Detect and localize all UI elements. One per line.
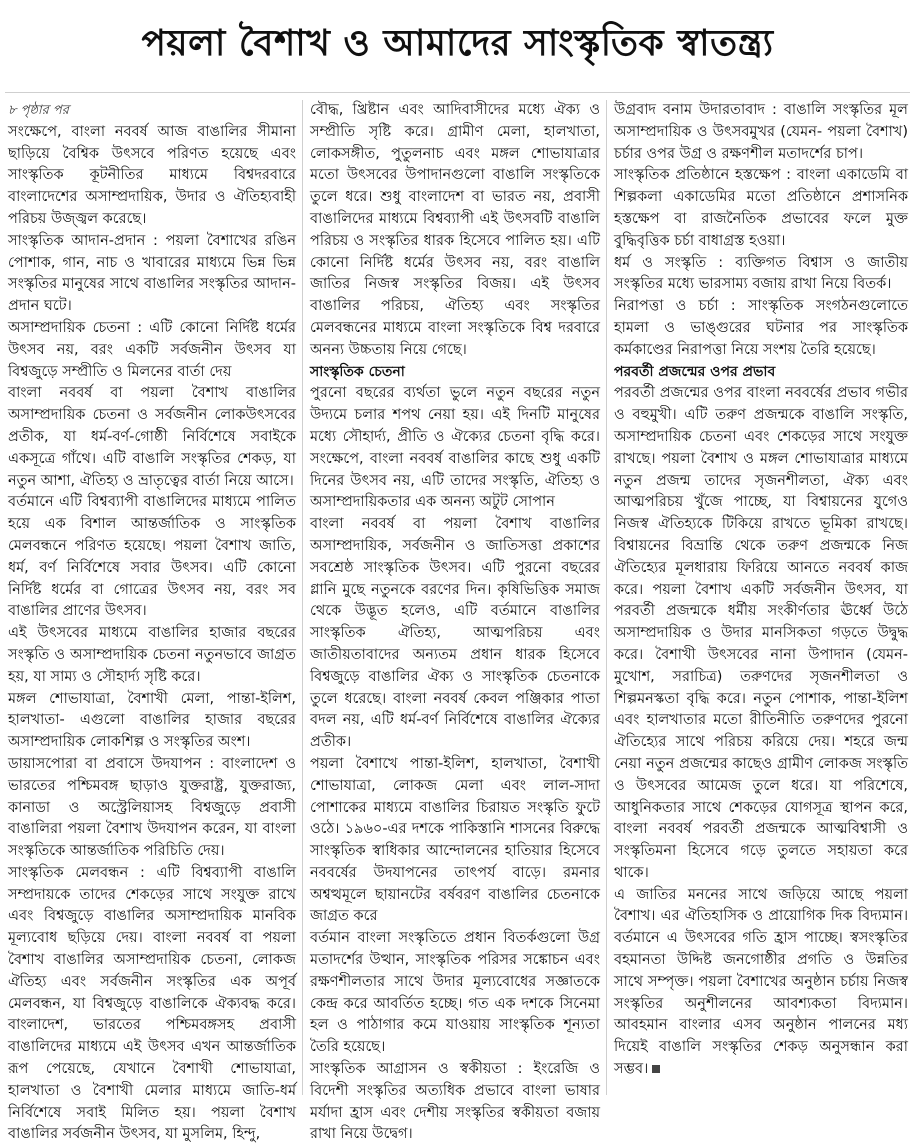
paragraph: বাংলা নববর্ষ বা পয়লা বৈশাখ বাঙালির অসাম্প্রদায়িক, সর্বজনীন ও জাতিসত্তা প্রকাশের সবশ্রেষ্ঠ সাংস্কৃতিক উৎসব। এটি পুরনো বছরের গ্লানি মুছে নতুনকে বরণের দিন। কৃষিভিত্তিক সমাজ থেকে উদ্ভূত হলেও, এটি বর্তমানে বাঙালির সাংস্কৃতিক ঐতিহ্য, আত্মপরিচয় এবং জাতীয়তাবাদের অন্যতম প্রধান ধারক হিসেবে বিশ্বজুড়ে বাঙালির ঐক্য ও সাংস্কৃতিক চেতনাকে তুলে ধরেছে। বাংলা নববর্ষ কেবল পঞ্জিকার পাতা বদল নয়, এটি ধর্ম-বর্ণ নির্বিশেষে বাঙালির ঐক্যের প্রতীক। (310, 516, 600, 751)
paragraph: বর্তমানে এটি বিশ্বব্যাপী বাঙালিদের মাধ্যমে পালিত হয়ে এক বিশাল আন্তর্জাতিক ও সাংস্কৃতিক মেলবন্ধনে পরিণত হয়েছে। পয়লা বৈশাখ জাতি, ধর্ম, বর্ণ নির্বিশেষে সবার উৎসব। এটি কোনো নির্দিষ্ট ধর্মের বা গোত্রের উৎসব নয়, বরং সব বাঙালির প্রাণের উৎসব। (8, 494, 296, 620)
article-column-1 (8, 100, 296, 1143)
section-subheading: সাংস্কৃতিক চেতনা (310, 363, 405, 380)
headline-banner (0, 0, 915, 92)
paragraph: মঙ্গল শোভাযাত্রা, বৈশাখী মেলা, পান্তা-ইলিশ, হালখাতা- এগুলো বাঙালির হাজার বছরের অসাম্প্রদায়িক লোকশিল্প ও সংস্কৃতির অংশ। (8, 690, 296, 751)
paragraph: সাংস্কৃতিক প্রতিষ্ঠানে হস্তক্ষেপ : বাংলা একাডেমি বা শিল্পকলা একাডেমির মতো প্রতিষ্ঠানে প্রশাসনিক হস্তক্ষেপ বা রাজনৈতিক প্রভাবের ফলে মুক্ত বুদ্ধিবৃত্তিক চর্চা বাধাগ্রস্ত হওয়া। (614, 167, 908, 249)
paragraph: বাংলা নববর্ষ বা পয়লা বৈশাখ বাঙালির অসাম্প্রদায়িক চেতনা ও সর্বজনীন লোকউৎসবের প্রতীক, যা ধর্ম-বর্ণ-গোষ্ঠী নির্বিশেষে সবাইকে একসূত্রে গাঁথে। এটি বাঙালি সংস্কৃতির শেকড়, যা নতুন আশা, ঐতিহ্য ও ভ্রাতৃত্বের বার্তা নিয়ে আসে। (8, 385, 296, 489)
paragraph: ডায়াসপোরা বা প্রবাসে উদযাপন : বাংলাদেশ ও ভারতের পশ্চিমবঙ্গ ছাড়াও যুক্তরাষ্ট্র, যুক্তরাজ্য, কানাডা ও অস্ট্রেলিয়াসহ বিশ্বজুড়ে প্রবাসী বাঙালিরা পয়লা বৈশাখ উদযাপন করেন, যা বাংলা সংস্কৃতিকে আন্তর্জাতিক পরিচিতি দেয়। (8, 755, 296, 860)
paragraph: বৌদ্ধ, খ্রিষ্টান এবং আদিবাসীদের মধ্যে ঐক্য ও সম্প্রীতি সৃষ্টি করে। গ্রামীণ মেলা, হালখাতা, লোকসঙ্গীত, পুতুলনাচ এবং মঙ্গল শোভাযাত্রার মতো উৎসবের উপাদানগুলো বাঙালি সংস্কৃতিকে তুলে ধরে। শুধু বাংলাদেশ বা ভারত নয়, প্রবাসী বাঙালিদের মাধ্যমে বিশ্বব্যাপী এই উৎসবটি বাঙালি পরিচয় ও সংস্কৃতির ধারক হিসেবে পালিত হয়। এটি কোনো নির্দিষ্ট ধর্মের উৎসব নয়, বরং বাঙালি জাতির নিজস্ব সংস্কৃতির বিজয়। এই উৎসব বাঙালির পরিচয়, ঐতিহ্য এবং সংস্কৃতির মেলবন্ধনের মাধ্যমে বাংলা সংস্কৃতিকে বিশ্ব দরবারে অনন্য উচ্চতায় নিয়ে গেছে। (310, 102, 600, 358)
column-divider (606, 100, 607, 1095)
paragraph: পুরনো বছরের ব্যর্থতা ভুলে নতুন বছরের নতুন উদ্যমে চলার শপথ নেয়া হয়। এই দিনটি মানুষের মধ্যে সৌহার্দ্য, প্রীতি ও ঐক্যের চেতনা বৃদ্ধি করে। সংক্ষেপে, বাংলা নববর্ষ বাঙালির কাছে শুধু একটি দিনের উৎসব নয়, এটি তাদের সংস্কৃতি, ঐতিহ্য ও অসাম্প্রদায়িকতার এক অনন্য অটুট সোপান (310, 385, 600, 511)
article-column-2 (310, 100, 600, 1143)
end-of-article-square-icon (652, 1065, 660, 1073)
headline-divider (5, 92, 910, 93)
paragraph: বর্তমান বাংলা সংস্কৃতিতে প্রধান বিতর্কগুলো উগ্র মতাদর্শের উত্থান, সাংস্কৃতিক পরিসর সঙ্কোচন এবং রক্ষণশীলতার সাথে উদার মূল্যবোধের সজ্ঞাতকে কেন্দ্র করে আবর্তিত হচ্ছে। গত এক দশকে সিনেমা হল ও পাঠাগার কমে যাওয়ায় সাংস্কৃতিক শূন্যতা তৈরি হয়েছে। (310, 930, 600, 1056)
paragraph: এই উৎসবের মাধ্যমে বাঙালির হাজার বছরের সংস্কৃতি ও অসাম্প্রদায়িক চেতনা নতুনভাবে জাগ্রত হয়, যা সাম্য ও সৌহার্দ্য সৃষ্টি করে। (8, 625, 296, 685)
article-headline: পয়লা বৈশাখ ও আমাদের সাংস্কৃতিক স্বাতন্ত্র্য (141, 22, 774, 64)
column-divider (302, 100, 303, 1095)
paragraph: সংক্ষেপে, বাংলা নববর্ষ আজ বাঙালির সীমানা ছাড়িয়ে বৈশ্বিক উৎসবে পরিণত হয়েছে এবং সাংস্কৃতিক কূটনীতির মাধ্যমে বিশ্বদরবারে বাংলাদেশের অসাম্প্রদায়িক, উদার ও ঐতিহ্যবাহী পরিচয় উজ্জ্বল করেছে। (8, 123, 296, 227)
paragraph: পয়লা বৈশাখে পান্তা-ইলিশ, হালখাতা, বৈশাখী শোভাযাত্রা, লোকজ মেলা এবং লাল-সাদা পোশাকের মাধ্যমে বাঙালির চিরায়ত সংস্কৃতি ফুটে ওঠে। ১৯৬০-এর দশকে পাকিস্তানি শাসনের বিরুদ্ধে সাংস্কৃতিক স্বাধিকার আন্দোলনের হাতিয়ার হিসেবে নববর্ষের উদযাপনের তাৎপর্য বাড়ে। রমনার অশ্বত্থমূলে ছায়ানটের বর্ষবরণ বাঙালির চেতনাকে জাগ্রত করে (310, 755, 600, 925)
paragraph: অসাম্প্রদায়িক চেতনা : এটি কোনো নির্দিষ্ট ধর্মের উৎসব নয়, বরং একটি সর্বজনীন উৎসব যা বিশ্বজুড়ে সম্প্রীতি ও মিলনের বার্তা দেয় (8, 319, 296, 380)
final-paragraph (614, 885, 908, 1081)
paragraph: ধর্ম ও সংস্কৃতি : ব্যক্তিগত বিশ্বাস ও জাতীয় সংস্কৃতির মধ্যে ভারসাম্য বজায় রাখা নিয়ে বিতর্ক। (614, 254, 908, 293)
section-subheading: পরবর্তী প্রজন্মের ওপর প্রভাব (614, 363, 776, 380)
paragraph: সাংস্কৃতিক আদান-প্রদান : পয়লা বৈশাখের রঙিন পোশাক, গান, নাচ ও খাবারের মাধ্যমে ভিন্ন ভিন্ন সংস্কৃতির মানুষের সাথে বাঙালির সংস্কৃতির আদান-প্রদান ঘটে। (8, 232, 296, 315)
paragraph: সাংস্কৃতিক আগ্রাসন ও স্বকীয়তা : ইংরেজি ও বিদেশী সংস্কৃতির অত্যধিক প্রভাবে বাংলা ভাষার মর্যাদা হ্রাস এবং দেশীয় সংস্কৃতির স্বকীয়তা বজায় রাখা নিয়ে উদ্বেগ। (310, 1061, 600, 1143)
continuation-note: ৮ পৃষ্ঠার পর (8, 103, 69, 118)
paragraph: নিরাপত্তা ও চর্চা : সাংস্কৃতিক সংগঠনগুলোতে হামলা ও ভাঙ্গুরের ঘটনার পর সাংস্কৃতিক কর্মকাণ্ডের নিরাপত্তা নিয়ে সংশয় তৈরি হয়েছে। (614, 298, 908, 358)
paragraph: পরবর্তী প্রজন্মের ওপর বাংলা নববর্ষের প্রভাব গভীর ও বহুমুখী। এটি তরুণ প্রজন্মকে বাঙালি সংস্কৃতি, অসাম্প্রদায়িক চেতনা এবং শেকড়ের সাথে সংযুক্ত রাখছে। পয়লা বৈশাখ ও মঙ্গল শোভাযাত্রার মাধ্যমে নতুন প্রজন্ম তাদের সৃজনশীলতা, ঐক্য এবং আত্মপরিচয় খুঁজে পাচ্ছে, যা বিশ্বায়নের যুগেও নিজস্ব ঐতিহ্যকে টিকিয়ে রাখতে ভূমিকা রাখছে। বিশ্বায়নের বিভ্রান্তি থেকে তরুণ প্রজন্মকে নিজ ঐতিহ্যের মূলধারায় ফিরিয়ে আনতে নববর্ষ কাজ করে। পয়লা বৈশাখ একটি সর্বজনীন উৎসব, যা পরবর্তী প্রজন্মকে ধর্মীয় সংকীর্ণতার ঊর্ধ্বে উঠে অসাম্প্রদায়িক ও উদার মানসিকতা গড়তে উদ্বুদ্ধ করে। বৈশাখী উৎসবের নানা উপাদান (যেমন- মুখোশ, সরাচিত্র) তরুণদের সৃজনশীলতা ও শিল্পমনস্কতা বৃদ্ধি করে। নতুন পোশাক, পান্তা-ইলিশ এবং হালখাতার মতো রীতিনীতি তরুণদের পুরনো ঐতিহ্যের সাথে পরিচয় করিয়ে দেয়। শহরে জন্ম নেয়া নতুন প্রজন্মের কাছেও গ্রামীণ লোকজ সংস্কৃতি ও উৎসবের আমেজ তুলে ধরে। যা পরিশেষে, আধুনিকতার সাথে শেকড়ের যোগসূত্র স্থাপন করে, বাংলা নববর্ষ পরবর্তী প্রজন্মকে আত্মবিশ্বাসী ও সংস্কৃতিমনা হিসেবে গড়ে তুলতে সহায়তা করে থাকে। (614, 385, 908, 881)
paragraph: সাংস্কৃতিক মেলবন্ধন : এটি বিশ্বব্যাপী বাঙালি সম্প্রদায়কে তাদের শেকড়ের সাথে সংযুক্ত রাখে এবং বিশ্বজুড়ে বাঙালির অসাম্প্রদায়িক মানবিক মূল্যবোধ ছড়িয়ে দেয়। বাংলা নববর্ষ বা পয়লা বৈশাখ বাঙালির অসাম্প্রদায়িক চেতনা, লোকজ ঐতিহ্য এবং সর্বজনীন সংস্কৃতির এক অপূর্ব মেলবন্ধন, যা বিশ্বজুড়ে বাঙালিকে ঐক্যবদ্ধ করে। বাংলাদেশ, ভারতের পশ্চিমবঙ্গসহ প্রবাসী বাঙালিদের মাধ্যমে এই উৎসব এখন আন্তর্জাতিক রূপ পেয়েছে, যেখানে বৈশাখী শোভাযাত্রা, হালখাতা ও বৈশাখী মেলার মাধ্যমে জাতি-ধর্ম নির্বিশেষে সবাই মিলিত হয়। পয়লা বৈশাখ বাঙালির সর্বজনীন উৎসব, যা মুসলিম, হিন্দু, (8, 864, 296, 1143)
article-column-3 (614, 100, 908, 1095)
paragraph: উগ্রবাদ বনাম উদারতাবাদ : বাঙালি সংস্কৃতির মূল অসাম্প্রদায়িক ও উৎসবমুখর (যেমন- পয়লা বৈশাখ) চর্চার ওপর উগ্র ও রক্ষণশীল মতাদর্শের চাপ। (614, 102, 908, 162)
paragraph-text: এ জাতির মননের সাথে জড়িয়ে আছে পয়লা বৈশাখ। এর ঐতিহাসিক ও প্রায়োগিক দিক বিদ্যমান। বর্তমানে এ উৎসবের গতি হ্রাস পাচ্ছে। স্বসংস্কৃতির বহমানতা উদ্দিষ্ট জনগোষ্ঠীর প্রগতি ও উন্নতির সাথে সম্পৃক্ত। পয়লা বৈশাখের অনুষ্ঠান চর্চায় নিজস্ব সংস্কৃতির অনুশীলনের আবশ্যকতা বিদ্যমান। আবহমান বাংলার এসব অনুষ্ঠান পালনের মধ্য দিয়েই বাঙালি সংস্কৃতির শেকড় অনুসন্ধান করা সম্ভব। (614, 886, 908, 1078)
